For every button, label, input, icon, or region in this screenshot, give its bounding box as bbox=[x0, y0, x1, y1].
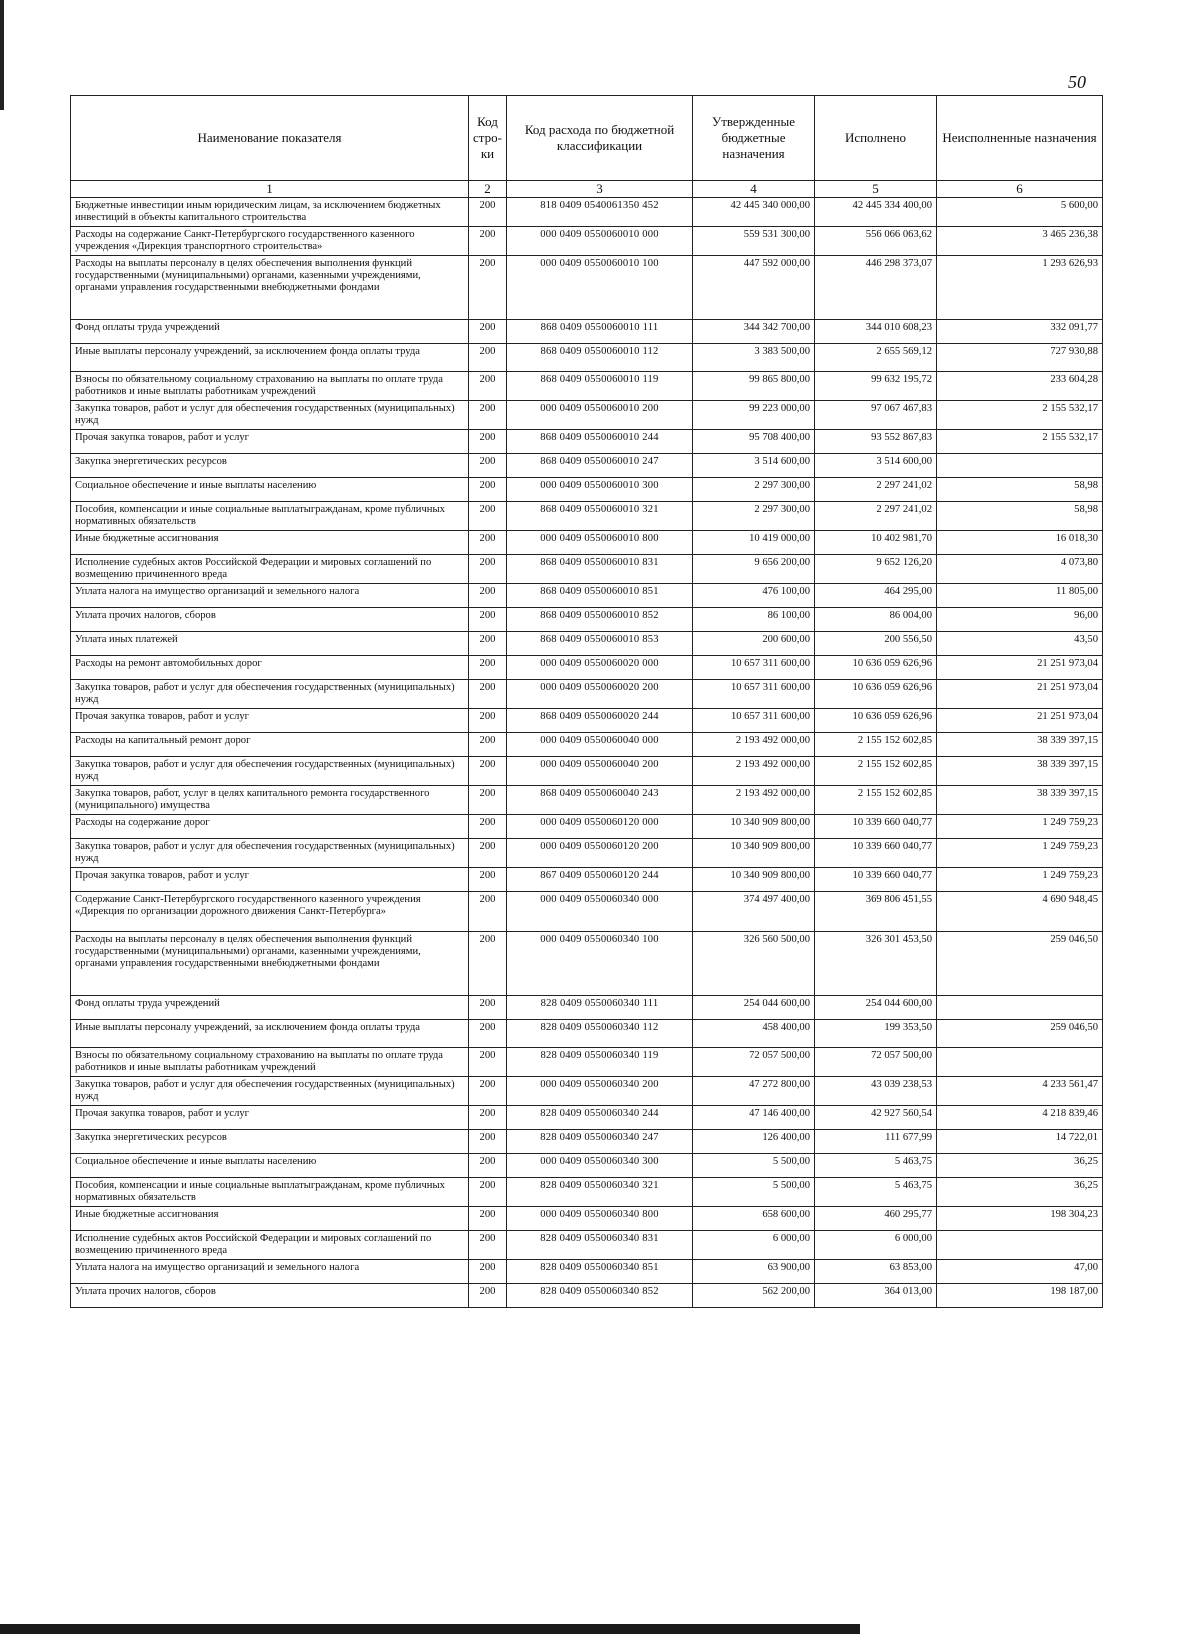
row-line-code: 200 bbox=[469, 320, 507, 344]
row-executed: 464 295,00 bbox=[815, 584, 937, 608]
row-name: Уплата прочих налогов, сборов bbox=[71, 1284, 469, 1308]
row-executed: 10 402 981,70 bbox=[815, 531, 937, 555]
row-line-code: 200 bbox=[469, 1260, 507, 1284]
row-line-code: 200 bbox=[469, 555, 507, 584]
table-row bbox=[71, 632, 1103, 656]
row-executed: 42 445 334 400,00 bbox=[815, 198, 937, 227]
row-name: Социальное обеспечение и иные выплаты населению bbox=[71, 1154, 469, 1178]
header-executed: Исполнено bbox=[815, 96, 937, 181]
row-name: Прочая закупка товаров, работ и услуг bbox=[71, 868, 469, 892]
table-row bbox=[71, 227, 1103, 256]
table-row bbox=[71, 256, 1103, 320]
table-row bbox=[71, 1130, 1103, 1154]
row-name: Фонд оплаты труда учреждений bbox=[71, 996, 469, 1020]
row-unexecuted: 1 249 759,23 bbox=[937, 815, 1103, 839]
row-expense-code: 828 0409 0550060340 831 bbox=[507, 1231, 693, 1260]
row-approved: 3 514 600,00 bbox=[693, 454, 815, 478]
row-approved: 2 297 300,00 bbox=[693, 478, 815, 502]
row-expense-code: 828 0409 0550060340 851 bbox=[507, 1260, 693, 1284]
row-executed: 5 463,75 bbox=[815, 1178, 937, 1207]
row-unexecuted: 5 600,00 bbox=[937, 198, 1103, 227]
row-approved: 2 297 300,00 bbox=[693, 502, 815, 531]
row-name: Расходы на выплаты персоналу в целях обеспечения выполнения функций государственными (муниципальными) органами, казенными учреждениями, органами управления государственными внебюджетными фондами bbox=[71, 932, 469, 996]
row-expense-code: 000 0409 0550060340 100 bbox=[507, 932, 693, 996]
row-line-code: 200 bbox=[469, 709, 507, 733]
header-unexecuted: Неисполненные назначения bbox=[937, 96, 1103, 181]
row-executed: 2 155 152 602,85 bbox=[815, 733, 937, 757]
table-row bbox=[71, 372, 1103, 401]
table-header-row bbox=[71, 96, 1103, 181]
row-line-code: 200 bbox=[469, 656, 507, 680]
row-line-code: 200 bbox=[469, 1077, 507, 1106]
row-expense-code: 000 0409 0550060340 800 bbox=[507, 1207, 693, 1231]
row-approved: 95 708 400,00 bbox=[693, 430, 815, 454]
row-expense-code: 000 0409 0550060120 000 bbox=[507, 815, 693, 839]
header-line-code: Код стро-ки bbox=[469, 96, 507, 181]
row-executed: 99 632 195,72 bbox=[815, 372, 937, 401]
row-name: Закупка энергетических ресурсов bbox=[71, 1130, 469, 1154]
row-approved: 10 657 311 600,00 bbox=[693, 680, 815, 709]
row-unexecuted: 1 293 626,93 bbox=[937, 256, 1103, 320]
row-unexecuted: 96,00 bbox=[937, 608, 1103, 632]
row-approved: 326 560 500,00 bbox=[693, 932, 815, 996]
row-line-code: 200 bbox=[469, 1106, 507, 1130]
row-line-code: 200 bbox=[469, 1154, 507, 1178]
row-expense-code: 000 0409 0550060040 000 bbox=[507, 733, 693, 757]
column-number-row bbox=[71, 181, 1103, 198]
row-approved: 63 900,00 bbox=[693, 1260, 815, 1284]
row-name: Прочая закупка товаров, работ и услуг bbox=[71, 430, 469, 454]
row-line-code: 200 bbox=[469, 1048, 507, 1077]
row-name: Закупка товаров, работ и услуг для обеспечения государственных (муниципальных) нужд bbox=[71, 680, 469, 709]
row-approved: 3 383 500,00 bbox=[693, 344, 815, 372]
header-expense-code: Код расхода по бюджетной классификации bbox=[507, 96, 693, 181]
row-unexecuted: 727 930,88 bbox=[937, 344, 1103, 372]
row-executed: 460 295,77 bbox=[815, 1207, 937, 1231]
row-unexecuted: 43,50 bbox=[937, 632, 1103, 656]
table-row bbox=[71, 401, 1103, 430]
row-name: Исполнение судебных актов Российской Федерации и мировых соглашений по возмещению причиненного вреда bbox=[71, 1231, 469, 1260]
row-line-code: 200 bbox=[469, 786, 507, 815]
table-row bbox=[71, 454, 1103, 478]
row-name: Содержание Санкт-Петербургского государственного казенного учреждения «Дирекция по организации дорожного движения Санкт-Петербурга» bbox=[71, 892, 469, 932]
row-executed: 10 339 660 040,77 bbox=[815, 839, 937, 868]
row-executed: 446 298 373,07 bbox=[815, 256, 937, 320]
row-name: Иные выплаты персоналу учреждений, за исключением фонда оплаты труда bbox=[71, 1020, 469, 1048]
row-executed: 97 067 467,83 bbox=[815, 401, 937, 430]
row-executed: 199 353,50 bbox=[815, 1020, 937, 1048]
row-approved: 10 340 909 800,00 bbox=[693, 815, 815, 839]
row-unexecuted bbox=[937, 1231, 1103, 1260]
row-unexecuted bbox=[937, 996, 1103, 1020]
row-unexecuted: 4 218 839,46 bbox=[937, 1106, 1103, 1130]
row-line-code: 200 bbox=[469, 1130, 507, 1154]
column-number: 6 bbox=[937, 181, 1103, 198]
table-row bbox=[71, 733, 1103, 757]
row-expense-code: 868 0409 0550060020 244 bbox=[507, 709, 693, 733]
row-name: Фонд оплаты труда учреждений bbox=[71, 320, 469, 344]
row-name: Прочая закупка товаров, работ и услуг bbox=[71, 709, 469, 733]
row-unexecuted: 2 155 532,17 bbox=[937, 401, 1103, 430]
row-unexecuted: 36,25 bbox=[937, 1178, 1103, 1207]
table-row bbox=[71, 786, 1103, 815]
row-executed: 42 927 560,54 bbox=[815, 1106, 937, 1130]
column-number: 4 bbox=[693, 181, 815, 198]
row-unexecuted: 4 073,80 bbox=[937, 555, 1103, 584]
row-approved: 10 657 311 600,00 bbox=[693, 709, 815, 733]
row-approved: 10 340 909 800,00 bbox=[693, 839, 815, 868]
row-approved: 458 400,00 bbox=[693, 1020, 815, 1048]
row-approved: 2 193 492 000,00 bbox=[693, 733, 815, 757]
row-line-code: 200 bbox=[469, 757, 507, 786]
row-line-code: 200 bbox=[469, 932, 507, 996]
table-row bbox=[71, 815, 1103, 839]
row-expense-code: 868 0409 0550060010 851 bbox=[507, 584, 693, 608]
table-row bbox=[71, 608, 1103, 632]
row-approved: 126 400,00 bbox=[693, 1130, 815, 1154]
row-name: Уплата прочих налогов, сборов bbox=[71, 608, 469, 632]
row-name: Прочая закупка товаров, работ и услуг bbox=[71, 1106, 469, 1130]
table-row bbox=[71, 344, 1103, 372]
row-executed: 10 636 059 626,96 bbox=[815, 656, 937, 680]
table-row bbox=[71, 1106, 1103, 1130]
row-unexecuted: 21 251 973,04 bbox=[937, 709, 1103, 733]
row-executed: 5 463,75 bbox=[815, 1154, 937, 1178]
row-expense-code: 828 0409 0550060340 244 bbox=[507, 1106, 693, 1130]
row-name: Расходы на содержание Санкт-Петербургского государственного казенного учреждения «Дирекция транспортного строительства» bbox=[71, 227, 469, 256]
row-expense-code: 828 0409 0550060340 321 bbox=[507, 1178, 693, 1207]
table-row bbox=[71, 656, 1103, 680]
row-approved: 47 146 400,00 bbox=[693, 1106, 815, 1130]
row-line-code: 200 bbox=[469, 1178, 507, 1207]
row-name: Уплата налога на имущество организаций и земельного налога bbox=[71, 1260, 469, 1284]
row-executed: 43 039 238,53 bbox=[815, 1077, 937, 1106]
row-approved: 5 500,00 bbox=[693, 1178, 815, 1207]
row-unexecuted: 38 339 397,15 bbox=[937, 757, 1103, 786]
row-approved: 200 600,00 bbox=[693, 632, 815, 656]
row-executed: 10 636 059 626,96 bbox=[815, 709, 937, 733]
row-name: Расходы на выплаты персоналу в целях обеспечения выполнения функций государственными (муниципальными) органами, казенными учреждениями, органами управления государственными внебюджетными фондами bbox=[71, 256, 469, 320]
column-number: 1 bbox=[71, 181, 469, 198]
row-expense-code: 818 0409 0540061350 452 bbox=[507, 198, 693, 227]
table-row bbox=[71, 868, 1103, 892]
row-approved: 254 044 600,00 bbox=[693, 996, 815, 1020]
row-executed: 10 339 660 040,77 bbox=[815, 868, 937, 892]
row-line-code: 200 bbox=[469, 227, 507, 256]
row-executed: 10 339 660 040,77 bbox=[815, 815, 937, 839]
row-name: Пособия, компенсации и иные социальные выплатыгражданам, кроме публичных нормативных обязательств bbox=[71, 502, 469, 531]
row-expense-code: 000 0409 0550060040 200 bbox=[507, 757, 693, 786]
row-executed: 2 155 152 602,85 bbox=[815, 786, 937, 815]
row-line-code: 200 bbox=[469, 733, 507, 757]
row-line-code: 200 bbox=[469, 632, 507, 656]
budget-execution-table bbox=[70, 95, 1103, 1308]
row-approved: 658 600,00 bbox=[693, 1207, 815, 1231]
row-expense-code: 828 0409 0550060340 119 bbox=[507, 1048, 693, 1077]
row-executed: 72 057 500,00 bbox=[815, 1048, 937, 1077]
row-approved: 86 100,00 bbox=[693, 608, 815, 632]
row-expense-code: 868 0409 0550060010 831 bbox=[507, 555, 693, 584]
row-expense-code: 000 0409 0550060010 000 bbox=[507, 227, 693, 256]
row-approved: 344 342 700,00 bbox=[693, 320, 815, 344]
row-line-code: 200 bbox=[469, 839, 507, 868]
row-approved: 10 419 000,00 bbox=[693, 531, 815, 555]
row-expense-code: 868 0409 0550060010 853 bbox=[507, 632, 693, 656]
row-line-code: 200 bbox=[469, 815, 507, 839]
row-line-code: 200 bbox=[469, 1231, 507, 1260]
table-row bbox=[71, 932, 1103, 996]
row-approved: 476 100,00 bbox=[693, 584, 815, 608]
table-row bbox=[71, 1178, 1103, 1207]
row-unexecuted: 16 018,30 bbox=[937, 531, 1103, 555]
table-row bbox=[71, 1020, 1103, 1048]
row-line-code: 200 bbox=[469, 401, 507, 430]
table-row bbox=[71, 555, 1103, 584]
table-row bbox=[71, 757, 1103, 786]
row-expense-code: 868 0409 0550060010 119 bbox=[507, 372, 693, 401]
row-unexecuted: 233 604,28 bbox=[937, 372, 1103, 401]
row-executed: 2 297 241,02 bbox=[815, 502, 937, 531]
row-approved: 10 340 909 800,00 bbox=[693, 868, 815, 892]
row-line-code: 200 bbox=[469, 892, 507, 932]
row-executed: 2 155 152 602,85 bbox=[815, 757, 937, 786]
table-row bbox=[71, 892, 1103, 932]
table-row bbox=[71, 198, 1103, 227]
row-unexecuted: 4 690 948,45 bbox=[937, 892, 1103, 932]
row-name: Уплата иных платежей bbox=[71, 632, 469, 656]
row-line-code: 200 bbox=[469, 344, 507, 372]
column-number: 5 bbox=[815, 181, 937, 198]
row-executed: 10 636 059 626,96 bbox=[815, 680, 937, 709]
row-unexecuted: 259 046,50 bbox=[937, 1020, 1103, 1048]
row-name: Иные выплаты персоналу учреждений, за исключением фонда оплаты труда bbox=[71, 344, 469, 372]
row-unexecuted: 332 091,77 bbox=[937, 320, 1103, 344]
row-executed: 364 013,00 bbox=[815, 1284, 937, 1308]
row-expense-code: 828 0409 0550060340 112 bbox=[507, 1020, 693, 1048]
row-unexecuted bbox=[937, 454, 1103, 478]
row-expense-code: 868 0409 0550060010 852 bbox=[507, 608, 693, 632]
row-expense-code: 000 0409 0550060120 200 bbox=[507, 839, 693, 868]
row-executed: 2 297 241,02 bbox=[815, 478, 937, 502]
row-executed: 111 677,99 bbox=[815, 1130, 937, 1154]
row-approved: 562 200,00 bbox=[693, 1284, 815, 1308]
row-name: Взносы по обязательному социальному страхованию на выплаты по оплате труда работников и иные выплаты работникам учреждений bbox=[71, 372, 469, 401]
row-approved: 5 500,00 bbox=[693, 1154, 815, 1178]
row-approved: 2 193 492 000,00 bbox=[693, 786, 815, 815]
row-name: Взносы по обязательному социальному страхованию на выплаты по оплате труда работников и иные выплаты работникам учреждений bbox=[71, 1048, 469, 1077]
row-name: Иные бюджетные ассигнования bbox=[71, 1207, 469, 1231]
row-approved: 9 656 200,00 bbox=[693, 555, 815, 584]
table-row bbox=[71, 478, 1103, 502]
row-expense-code: 828 0409 0550060340 852 bbox=[507, 1284, 693, 1308]
row-unexecuted: 198 304,23 bbox=[937, 1207, 1103, 1231]
row-name: Бюджетные инвестиции иным юридическим лицам, за исключением бюджетных инвестиций в объекты капитального строительства bbox=[71, 198, 469, 227]
row-executed: 254 044 600,00 bbox=[815, 996, 937, 1020]
table-row bbox=[71, 320, 1103, 344]
row-name: Социальное обеспечение и иные выплаты населению bbox=[71, 478, 469, 502]
row-expense-code: 000 0409 0550060340 300 bbox=[507, 1154, 693, 1178]
row-name: Исполнение судебных актов Российской Федерации и мировых соглашений по возмещению причиненного вреда bbox=[71, 555, 469, 584]
scan-edge-bottom bbox=[0, 1624, 860, 1634]
row-expense-code: 000 0409 0550060010 300 bbox=[507, 478, 693, 502]
table-row bbox=[71, 1154, 1103, 1178]
row-line-code: 200 bbox=[469, 531, 507, 555]
row-name: Закупка товаров, работ и услуг для обеспечения государственных (муниципальных) нужд bbox=[71, 401, 469, 430]
table-row bbox=[71, 1207, 1103, 1231]
row-unexecuted: 2 155 532,17 bbox=[937, 430, 1103, 454]
table-row bbox=[71, 996, 1103, 1020]
row-line-code: 200 bbox=[469, 868, 507, 892]
column-number: 2 bbox=[469, 181, 507, 198]
row-unexecuted: 47,00 bbox=[937, 1260, 1103, 1284]
row-executed: 3 514 600,00 bbox=[815, 454, 937, 478]
row-approved: 2 193 492 000,00 bbox=[693, 757, 815, 786]
row-unexecuted: 21 251 973,04 bbox=[937, 680, 1103, 709]
row-expense-code: 868 0409 0550060010 244 bbox=[507, 430, 693, 454]
row-unexecuted: 1 249 759,23 bbox=[937, 839, 1103, 868]
row-name: Расходы на содержание дорог bbox=[71, 815, 469, 839]
row-line-code: 200 bbox=[469, 430, 507, 454]
row-expense-code: 868 0409 0550060040 243 bbox=[507, 786, 693, 815]
row-approved: 99 223 000,00 bbox=[693, 401, 815, 430]
page-number: 50 bbox=[1068, 72, 1086, 92]
row-executed: 93 552 867,83 bbox=[815, 430, 937, 454]
row-approved: 72 057 500,00 bbox=[693, 1048, 815, 1077]
row-expense-code: 867 0409 0550060120 244 bbox=[507, 868, 693, 892]
row-expense-code: 000 0409 0550060010 200 bbox=[507, 401, 693, 430]
row-line-code: 200 bbox=[469, 454, 507, 478]
row-expense-code: 868 0409 0550060010 111 bbox=[507, 320, 693, 344]
row-line-code: 200 bbox=[469, 1207, 507, 1231]
row-unexecuted: 11 805,00 bbox=[937, 584, 1103, 608]
row-expense-code: 868 0409 0550060010 112 bbox=[507, 344, 693, 372]
column-number: 3 bbox=[507, 181, 693, 198]
row-line-code: 200 bbox=[469, 584, 507, 608]
header-name: Наименование показателя bbox=[71, 96, 469, 181]
row-expense-code: 868 0409 0550060010 321 bbox=[507, 502, 693, 531]
row-expense-code: 828 0409 0550060340 247 bbox=[507, 1130, 693, 1154]
row-executed: 9 652 126,20 bbox=[815, 555, 937, 584]
row-unexecuted: 4 233 561,47 bbox=[937, 1077, 1103, 1106]
row-unexecuted: 38 339 397,15 bbox=[937, 733, 1103, 757]
row-approved: 99 865 800,00 bbox=[693, 372, 815, 401]
row-expense-code: 868 0409 0550060010 247 bbox=[507, 454, 693, 478]
row-name: Закупка товаров, работ, услуг в целях капитального ремонта государственного (муниципального) имущества bbox=[71, 786, 469, 815]
row-line-code: 200 bbox=[469, 256, 507, 320]
row-unexecuted bbox=[937, 1048, 1103, 1077]
row-executed: 556 066 063,62 bbox=[815, 227, 937, 256]
table-row bbox=[71, 1077, 1103, 1106]
row-unexecuted: 58,98 bbox=[937, 502, 1103, 531]
row-expense-code: 000 0409 0550060010 800 bbox=[507, 531, 693, 555]
row-name: Закупка товаров, работ и услуг для обеспечения государственных (муниципальных) нужд bbox=[71, 839, 469, 868]
row-approved: 10 657 311 600,00 bbox=[693, 656, 815, 680]
table-row bbox=[71, 584, 1103, 608]
row-line-code: 200 bbox=[469, 198, 507, 227]
table-row bbox=[71, 1231, 1103, 1260]
row-unexecuted: 36,25 bbox=[937, 1154, 1103, 1178]
row-unexecuted: 14 722,01 bbox=[937, 1130, 1103, 1154]
row-line-code: 200 bbox=[469, 502, 507, 531]
row-executed: 86 004,00 bbox=[815, 608, 937, 632]
row-executed: 200 556,50 bbox=[815, 632, 937, 656]
row-unexecuted: 38 339 397,15 bbox=[937, 786, 1103, 815]
row-executed: 2 655 569,12 bbox=[815, 344, 937, 372]
table-row bbox=[71, 680, 1103, 709]
row-line-code: 200 bbox=[469, 1020, 507, 1048]
row-line-code: 200 bbox=[469, 1284, 507, 1308]
row-name: Пособия, компенсации и иные социальные выплатыгражданам, кроме публичных нормативных обязательств bbox=[71, 1178, 469, 1207]
row-executed: 326 301 453,50 bbox=[815, 932, 937, 996]
table-row bbox=[71, 430, 1103, 454]
table-row bbox=[71, 1260, 1103, 1284]
row-line-code: 200 bbox=[469, 608, 507, 632]
row-line-code: 200 bbox=[469, 996, 507, 1020]
row-executed: 63 853,00 bbox=[815, 1260, 937, 1284]
row-approved: 559 531 300,00 bbox=[693, 227, 815, 256]
row-executed: 344 010 608,23 bbox=[815, 320, 937, 344]
row-unexecuted: 21 251 973,04 bbox=[937, 656, 1103, 680]
row-approved: 447 592 000,00 bbox=[693, 256, 815, 320]
row-name: Иные бюджетные ассигнования bbox=[71, 531, 469, 555]
row-unexecuted: 3 465 236,38 bbox=[937, 227, 1103, 256]
row-line-code: 200 bbox=[469, 372, 507, 401]
row-name: Закупка товаров, работ и услуг для обеспечения государственных (муниципальных) нужд bbox=[71, 1077, 469, 1106]
row-expense-code: 000 0409 0550060340 000 bbox=[507, 892, 693, 932]
row-unexecuted: 259 046,50 bbox=[937, 932, 1103, 996]
row-approved: 42 445 340 000,00 bbox=[693, 198, 815, 227]
table-row bbox=[71, 1284, 1103, 1308]
row-expense-code: 000 0409 0550060020 000 bbox=[507, 656, 693, 680]
row-expense-code: 000 0409 0550060340 200 bbox=[507, 1077, 693, 1106]
table-row bbox=[71, 839, 1103, 868]
row-approved: 374 497 400,00 bbox=[693, 892, 815, 932]
row-expense-code: 000 0409 0550060010 100 bbox=[507, 256, 693, 320]
row-name: Расходы на капитальный ремонт дорог bbox=[71, 733, 469, 757]
table-row bbox=[71, 502, 1103, 531]
row-approved: 47 272 800,00 bbox=[693, 1077, 815, 1106]
row-name: Закупка энергетических ресурсов bbox=[71, 454, 469, 478]
row-expense-code: 828 0409 0550060340 111 bbox=[507, 996, 693, 1020]
row-line-code: 200 bbox=[469, 680, 507, 709]
row-line-code: 200 bbox=[469, 478, 507, 502]
table-row bbox=[71, 709, 1103, 733]
row-unexecuted: 58,98 bbox=[937, 478, 1103, 502]
scan-edge-left bbox=[0, 0, 4, 110]
table-row bbox=[71, 1048, 1103, 1077]
row-name: Расходы на ремонт автомобильных дорог bbox=[71, 656, 469, 680]
row-approved: 6 000,00 bbox=[693, 1231, 815, 1260]
header-approved: Утвержденные бюджетные назначения bbox=[693, 96, 815, 181]
row-executed: 6 000,00 bbox=[815, 1231, 937, 1260]
table-row bbox=[71, 531, 1103, 555]
row-expense-code: 000 0409 0550060020 200 bbox=[507, 680, 693, 709]
row-unexecuted: 198 187,00 bbox=[937, 1284, 1103, 1308]
row-name: Уплата налога на имущество организаций и земельного налога bbox=[71, 584, 469, 608]
row-executed: 369 806 451,55 bbox=[815, 892, 937, 932]
row-name: Закупка товаров, работ и услуг для обеспечения государственных (муниципальных) нужд bbox=[71, 757, 469, 786]
row-unexecuted: 1 249 759,23 bbox=[937, 868, 1103, 892]
